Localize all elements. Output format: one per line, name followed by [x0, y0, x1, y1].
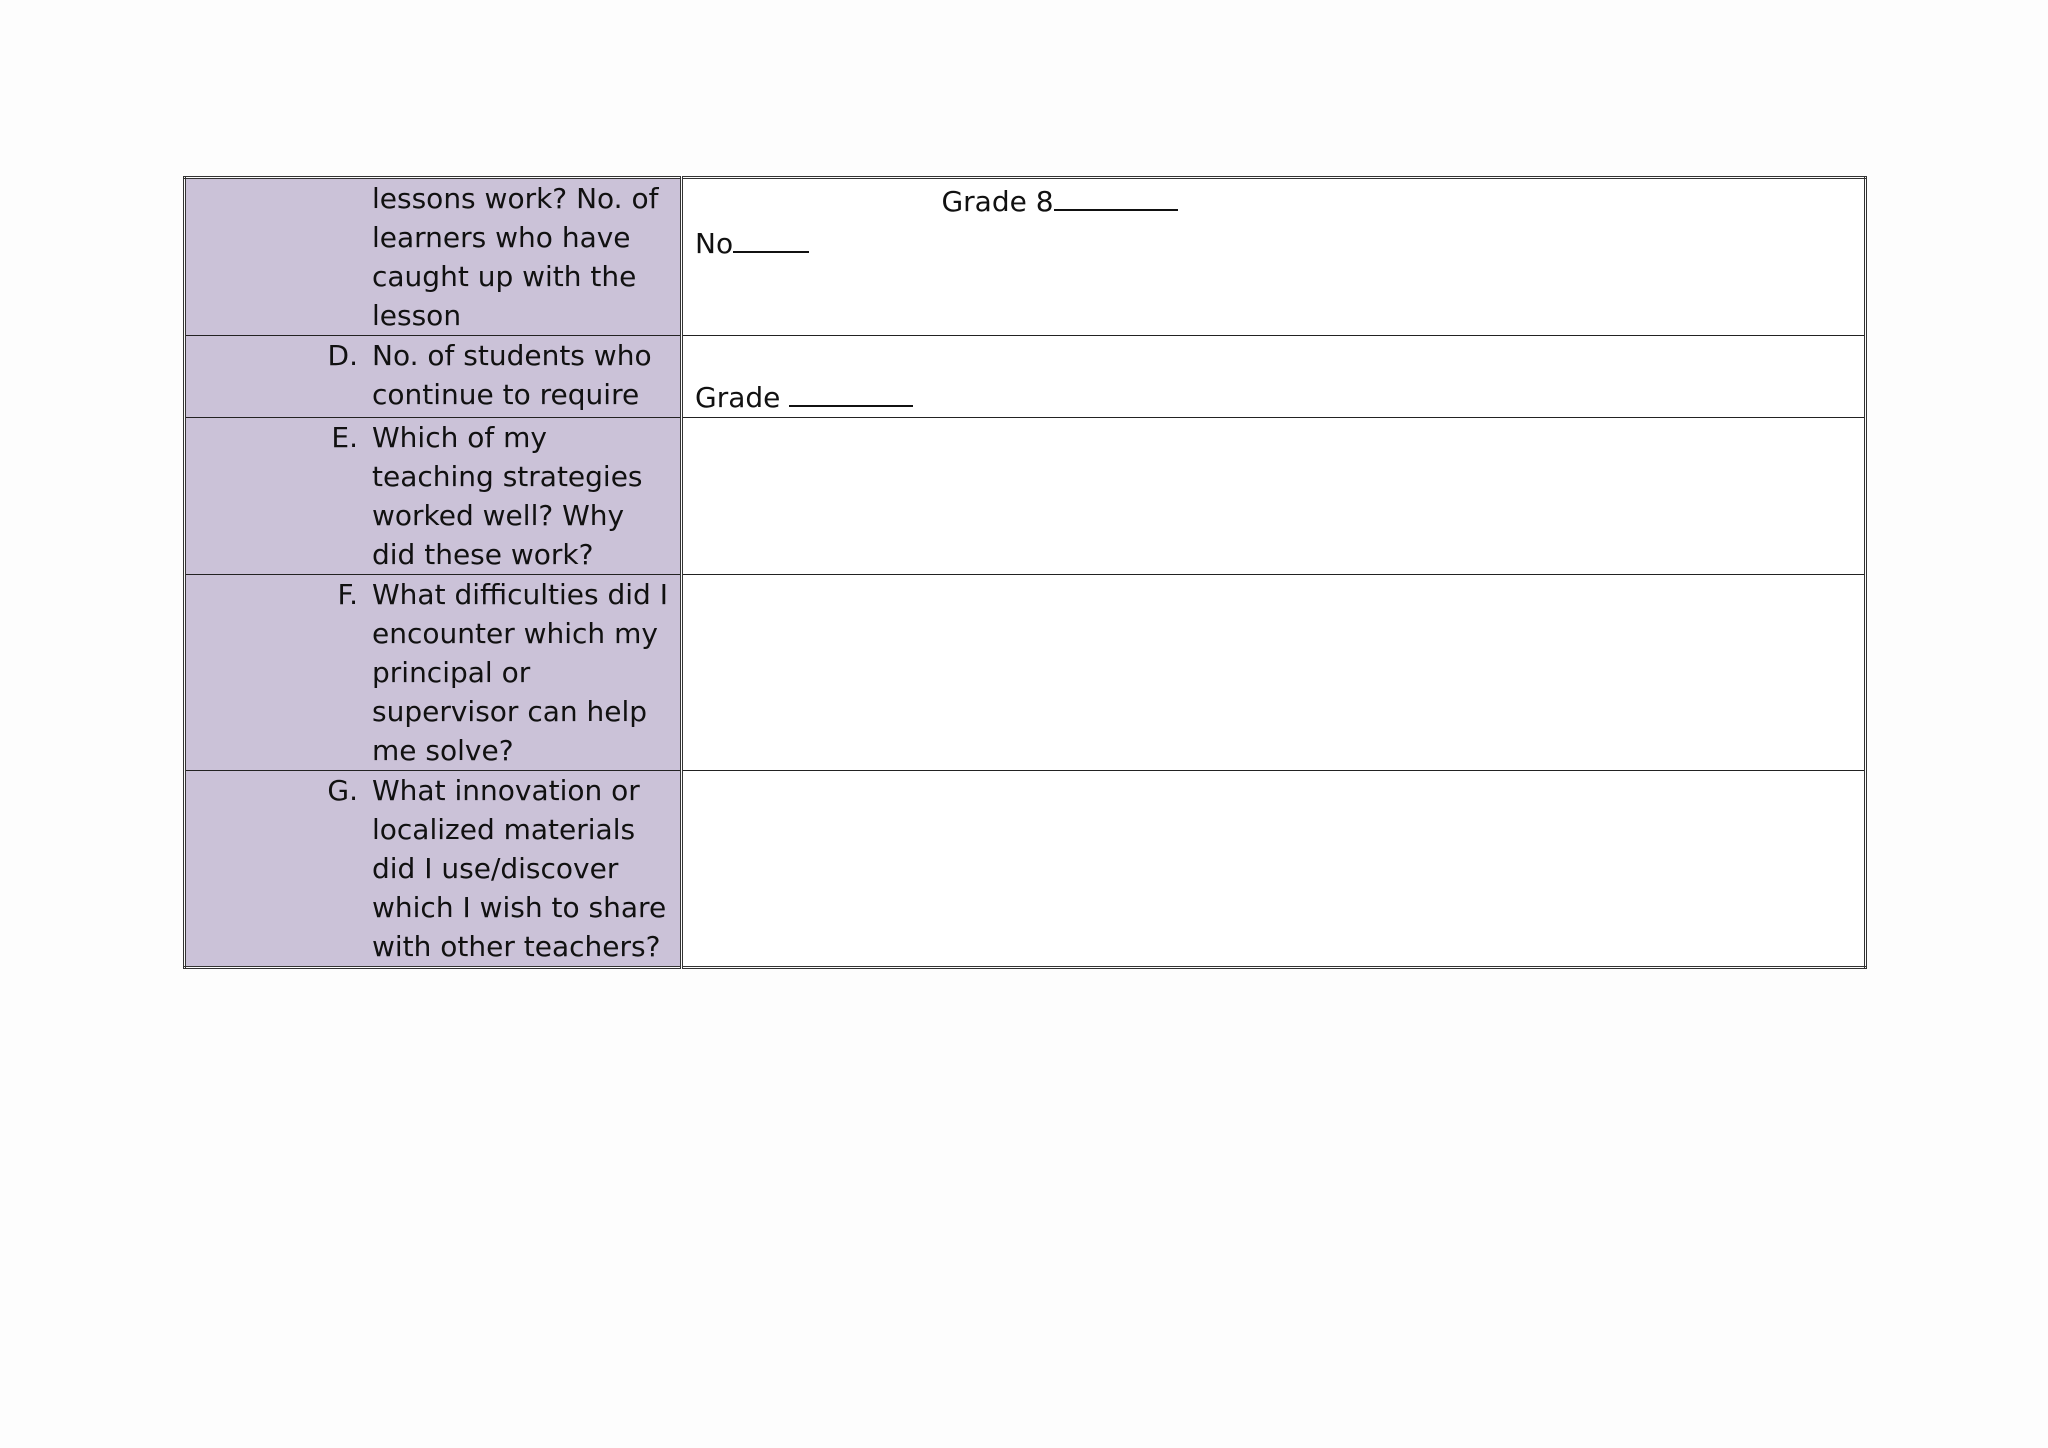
answer-no-line: [683, 221, 1864, 263]
no-blank[interactable]: [733, 221, 809, 253]
question-letter: F.: [337, 578, 358, 611]
question-cell: [185, 178, 682, 336]
table-row: [185, 418, 1866, 575]
answer-cell[interactable]: [682, 418, 1866, 575]
answer-grade-line: [683, 336, 1864, 417]
table-row: [185, 575, 1866, 771]
question-text: Which of my teaching strategies worked well? Why did these work?: [372, 421, 643, 571]
question-cell: [185, 575, 682, 771]
answer-cell[interactable]: [682, 178, 1866, 336]
answer-grade-line: [683, 179, 1864, 221]
grade-blank[interactable]: [1054, 179, 1178, 211]
question-text: No. of students who continue to require: [372, 339, 652, 411]
answer-cell[interactable]: [682, 336, 1866, 418]
answer-grade-label: Grade: [695, 381, 790, 414]
question-text: What difficulties did I encounter which my principal or supervisor can help me solve?: [372, 578, 668, 767]
question-letter: G.: [327, 774, 358, 807]
reflection-table: [183, 176, 1867, 969]
question-text: What innovation or localized materials did I use/discover which I wish to share with other teachers?: [372, 774, 667, 963]
answer-grade-label: Grade 8: [941, 185, 1054, 218]
question-text: lessons work? No. of learners who have caught up with the lesson: [372, 182, 659, 332]
table-row: [185, 771, 1866, 968]
answer-no-label: No: [695, 227, 734, 260]
grade-blank[interactable]: [789, 375, 913, 407]
question-letter: E.: [331, 421, 358, 454]
table-row: [185, 178, 1866, 336]
question-cell: [185, 418, 682, 575]
question-cell: [185, 336, 682, 418]
table-row: [185, 336, 1866, 418]
question-letter: [186, 179, 358, 335]
answer-cell[interactable]: [682, 575, 1866, 771]
answer-cell[interactable]: [682, 771, 1866, 968]
question-cell: [185, 771, 682, 968]
question-letter: D.: [327, 339, 358, 372]
